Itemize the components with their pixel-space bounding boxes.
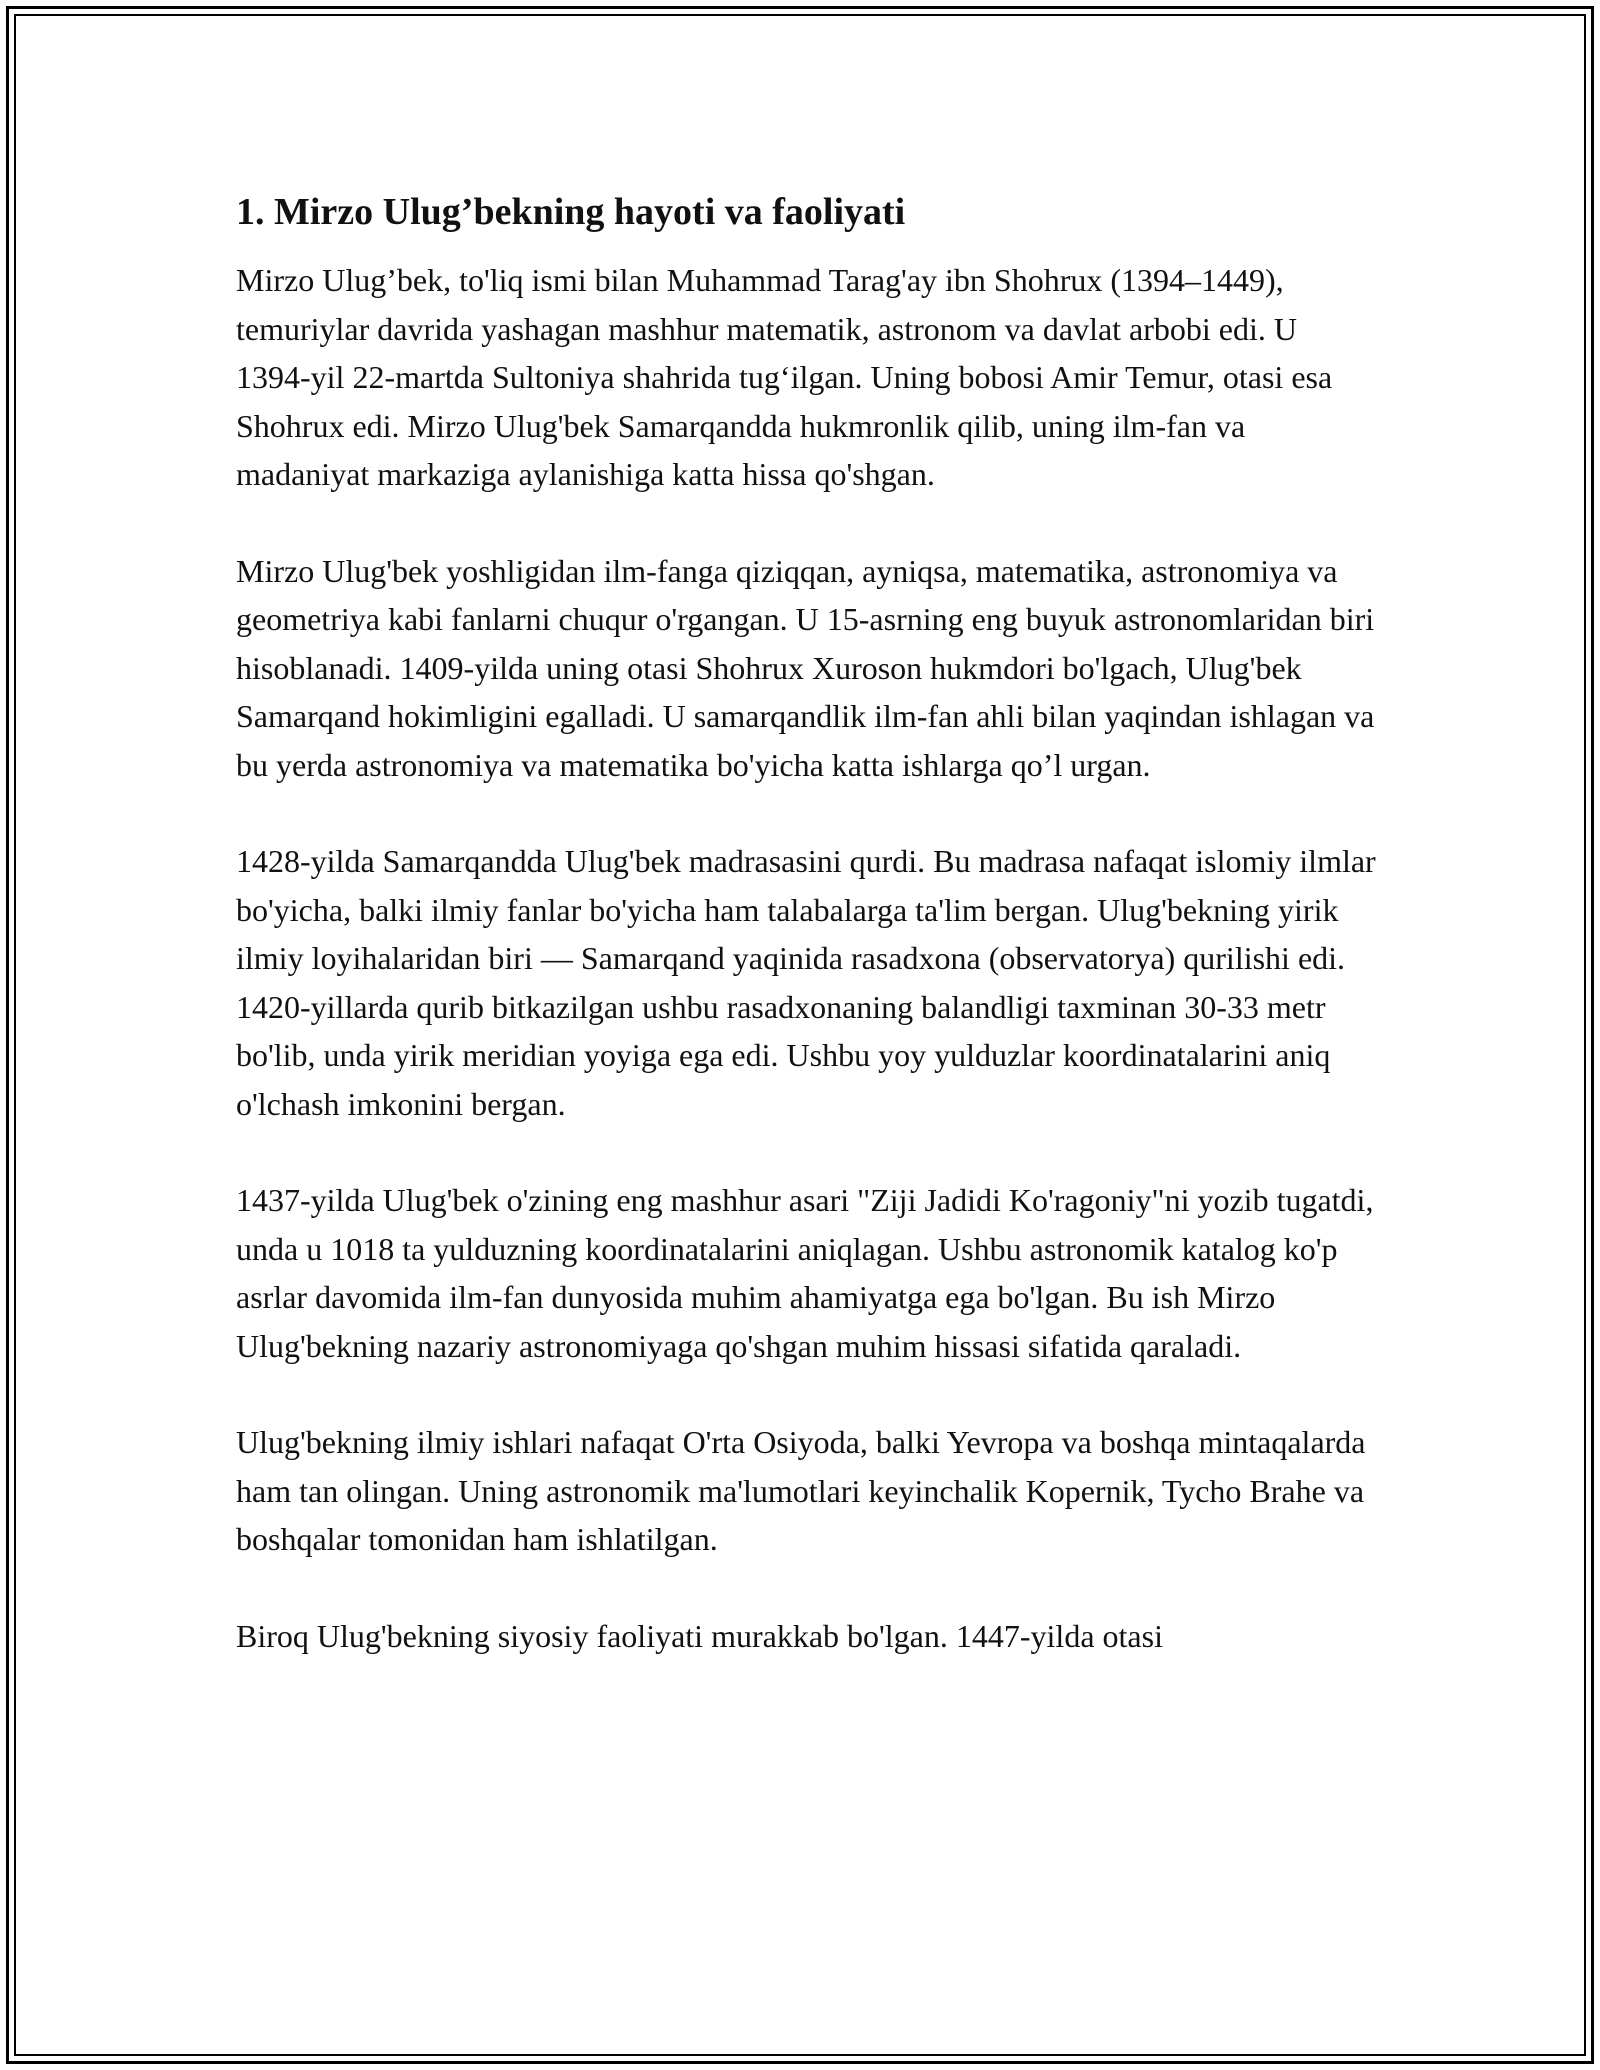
paragraph-5: Ulug'bekning ilmiy ishlari nafaqat O'rta Osiyoda, balki Yevropa va boshqa mintaqalarda ham tan olingan. Uning astronomik ma'lumotlari keyinchalik Kopernik, Tycho Brahe va boshqalar tomonidan ham ishlatilgan. xyxy=(236,1424,1366,1557)
paragraph-3: 1428-yilda Samarqandda Ulug'bek madrasasini qurdi. Bu madrasa nafaqat islomiy ilmlar bo'yicha, balki ilmiy fanlar bo'yicha ham talabalarga ta'lim bergan. Ulug'bekning yirik ilmiy loyihalaridan biri — Samarqand yaqinida rasadxona (observatorya) qurilishi edi. 1420-yillarda qurib bitkazilgan ushbu rasadxonaning balandligi taxminan 30-33 metr bo'lib, unda yirik meridian yoyiga ega edi. Ushbu yoy yulduzlar koordinatalarini aniq o'lchash imkonini bergan. xyxy=(236,843,1376,1122)
paragraph-4: 1437-yilda Ulug'bek o'zining eng mashhur asari "Ziji Jadidi Ko'ragoniy"ni yozib tugatdi, unda u 1018 ta yulduzning koordinatalarini aniqlagan. Ushbu astronomik katalog ko'p asrlar davomida ilm-fan dunyosida muhim ahamiyatga ega bo'lgan. Bu ish Mirzo Ulug'bekning nazariy astronomiyaga qo'shgan muhim hissasi sifatida qaraladi. xyxy=(236,1182,1374,1364)
paragraph-1: Mirzo Ulug’bek, to'liq ismi bilan Muhammad Tarag'ay ibn Shohrux (1394–1449), temuriylar davrida yashagan mashhur matematik, astronom va davlat arbobi edi. U 1394-yil 22-martda Sultoniya shahrida tug‘ilgan. Uning bobosi Amir Temur, otasi esa Shohrux edi. Mirzo Ulug'bek Samarqandda hukmronlik qilib, uning ilm-fan va madaniyat markaziga aylanishiga katta hissa qo'shgan. xyxy=(236,262,1333,492)
document-body xyxy=(236,188,1376,1708)
paragraph-6: Biroq Ulug'bekning siyosiy faoliyati murakkab bo'lgan. 1447-yilda otasi xyxy=(236,1617,1163,1654)
section-heading: 1. Mirzo Ulug’bekning hayoti va faoliyati xyxy=(236,191,906,233)
paragraph-2: Mirzo Ulug'bek yoshligidan ilm-fanga qiziqqan, ayniqsa, matematika, astronomiya va geometriya kabi fanlarni chuqur o'rgangan. U 15-asrning eng buyuk astronomlaridan biri hisoblanadi. 1409-yilda uning otasi Shohrux Xuroson hukmdori bo'lgach, Ulug'bek Samarqand hokimligini egalladi. U samarqandlik ilm-fan ahli bilan yaqindan ishlagan va bu yerda astronomiya va matematika bo'yicha katta ishlarga qo’l urgan. xyxy=(236,552,1375,783)
